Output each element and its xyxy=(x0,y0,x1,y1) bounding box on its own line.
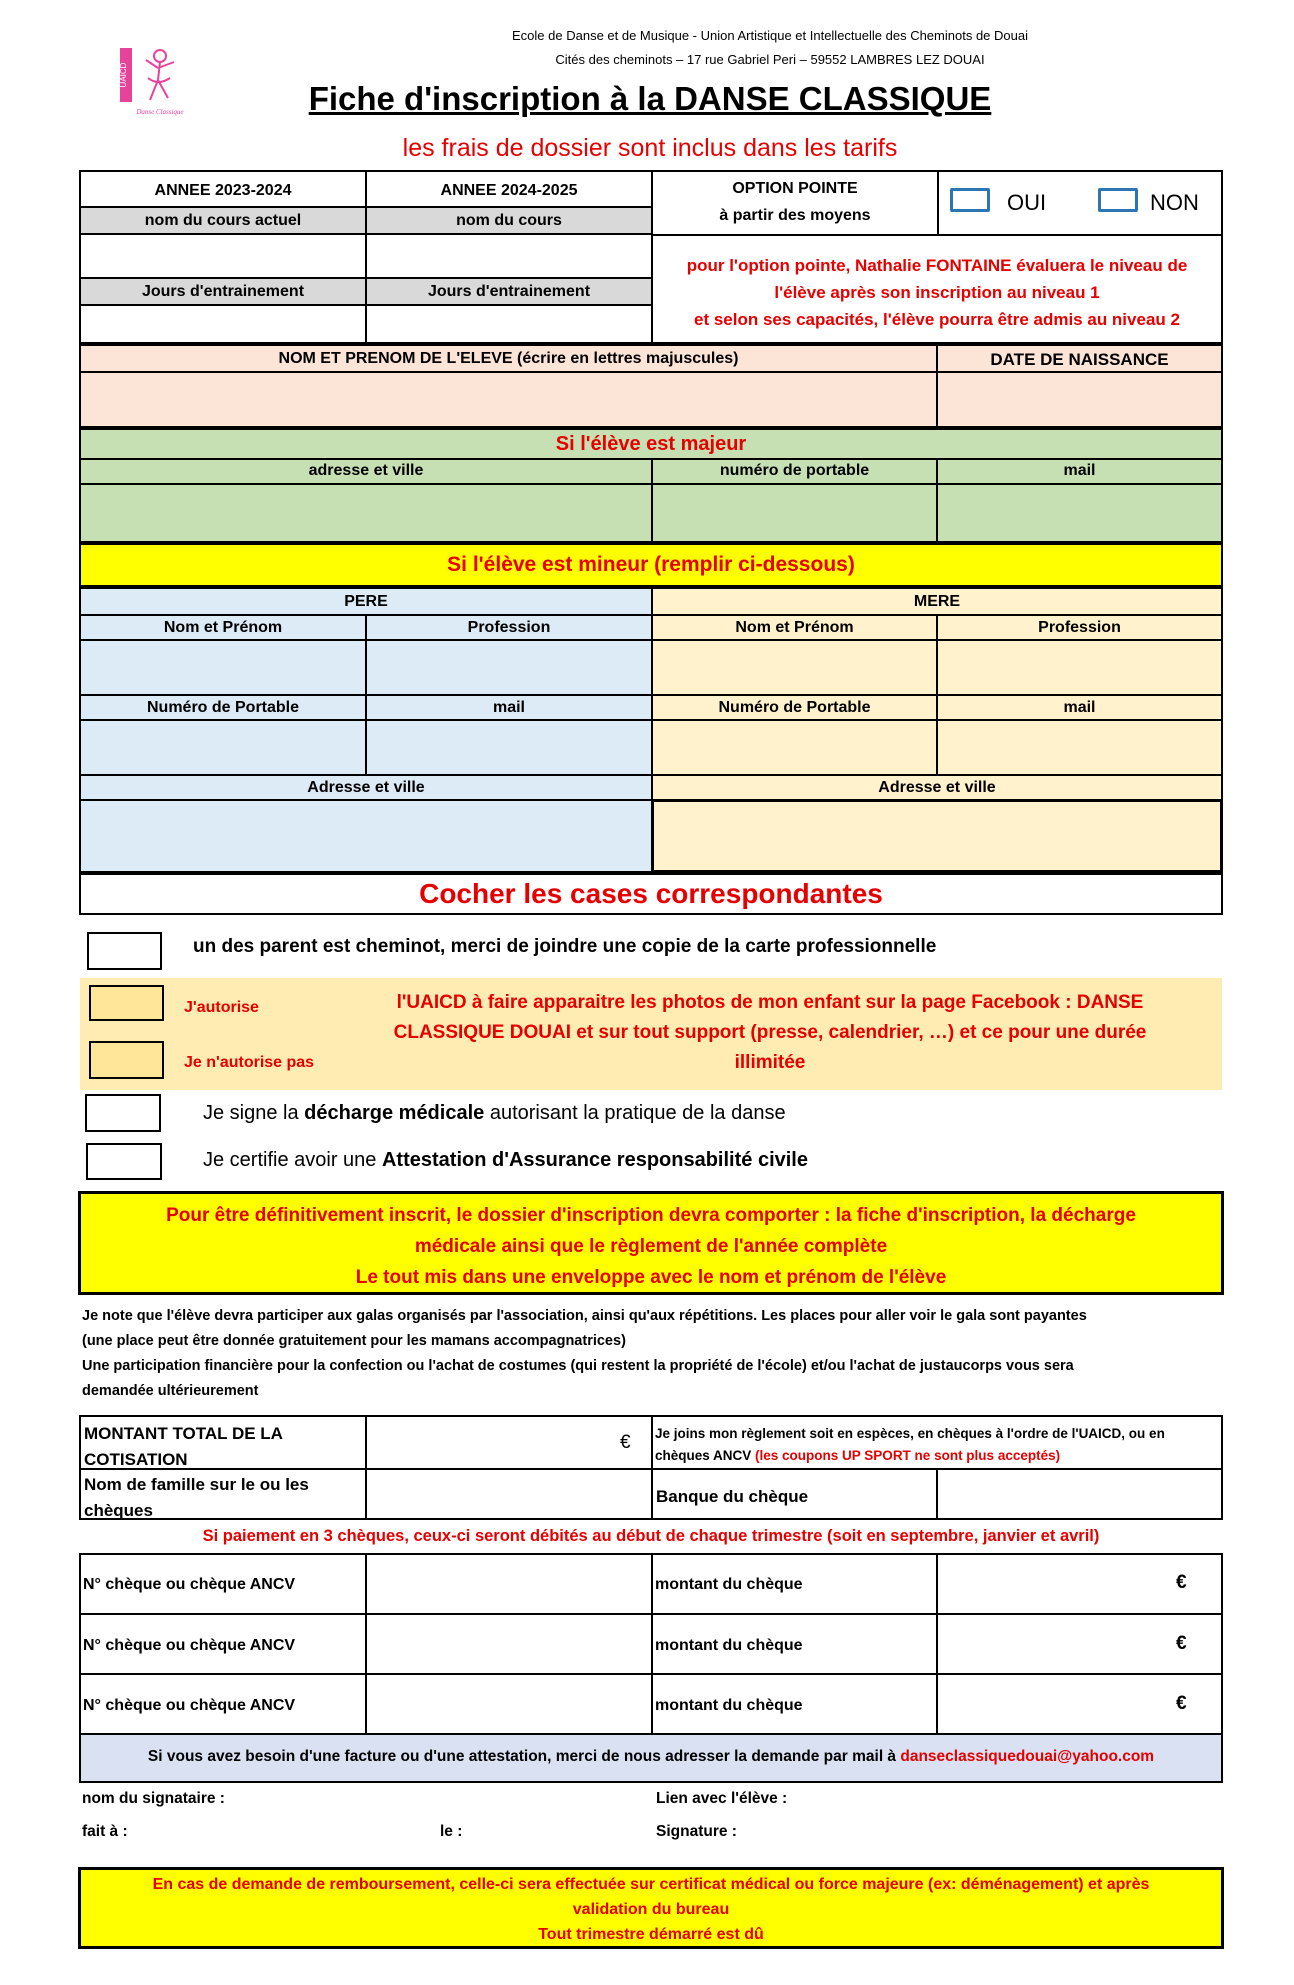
next-year-label: ANNEE 2024-2025 xyxy=(440,182,578,199)
option-pointe-subtitle: à partir des moyens xyxy=(719,207,871,224)
adult-phone-label: numéro de portable xyxy=(719,462,870,479)
photo-consent-text: l'UAICD à faire apparaitre les photos de mon enfant sur la page Facebook : DANSE CLASSIQUE DOUAI et sur tout support (presse, calendrier, …) et ce pour une durée illimitée xyxy=(393,992,1147,1073)
logo-dancer-icon xyxy=(112,40,192,120)
medical-label: Je signe la décharge médicale autorisant la pratique de la danse xyxy=(203,1102,786,1124)
not-authorize-label: Je n'autorise pas xyxy=(184,1054,315,1071)
option-oui-checkbox[interactable] xyxy=(950,188,990,212)
adult-phone-field[interactable] xyxy=(652,484,937,542)
page-subtitle: les frais de dossier sont inclus dans les tarifs xyxy=(402,134,898,162)
relation-label: Lien avec l'élève : xyxy=(656,1790,788,1807)
option-non-checkbox[interactable] xyxy=(1098,188,1138,212)
mother-name-label: Nom et Prénom xyxy=(735,619,854,636)
bank-field[interactable] xyxy=(937,1469,1222,1519)
cheque-2-euro-sign: € xyxy=(1176,1633,1187,1654)
cheque-1-number-field[interactable] xyxy=(366,1554,652,1614)
svg-text:Danse Classique: Danse Classique xyxy=(136,108,184,116)
authorize-label: J'autorise xyxy=(184,999,259,1016)
current-year-label: ANNEE 2023-2024 xyxy=(154,182,292,199)
cheque-3-amount-label: montant du chèque xyxy=(655,1697,803,1714)
student-name-field[interactable] xyxy=(80,372,937,427)
mother-label: MERE xyxy=(913,593,961,610)
current-training-days-label: Jours d'entrainement xyxy=(141,283,305,300)
invoice-text: Si vous avez besoin d'une facture ou d'une attestation, merci de nous adresser la demande par mail à danseclassiquedouai@yahoo.com xyxy=(147,1748,1155,1765)
medical-checkbox[interactable] xyxy=(85,1094,161,1132)
page-title: Fiche d'inscription à la DANSE CLASSIQUE xyxy=(308,80,992,117)
svg-text:UAICD: UAICD xyxy=(119,62,128,88)
adult-mail-field[interactable] xyxy=(937,484,1222,542)
cheminot-checkbox[interactable] xyxy=(87,932,162,970)
cheque-3-number-field[interactable] xyxy=(366,1674,652,1734)
signature-label: Signature : xyxy=(656,1823,737,1840)
father-profession-field[interactable] xyxy=(366,640,652,695)
mother-address-label: Adresse et ville xyxy=(878,779,996,796)
cheque-1-euro-sign: € xyxy=(1176,1572,1187,1593)
cheminot-label: un des parent est cheminot, merci de joindre une copie de la carte professionnelle xyxy=(193,936,937,957)
option-non-label: NON xyxy=(1150,190,1199,215)
option-oui-label: OUI xyxy=(1007,190,1047,215)
next-training-days-label: Jours d'entrainement xyxy=(427,283,591,300)
cheque-2-number-field[interactable] xyxy=(366,1614,652,1674)
current-course-label: nom du cours actuel xyxy=(144,212,302,229)
birth-date-field[interactable] xyxy=(937,372,1222,427)
father-name-label: Nom et Prénom xyxy=(163,619,283,636)
next-course-label: nom du cours xyxy=(456,212,562,229)
current-training-days-field[interactable] xyxy=(80,305,366,343)
signer-label: nom du signataire : xyxy=(82,1790,225,1807)
mother-mail-field[interactable] xyxy=(937,720,1222,775)
next-training-days-field[interactable] xyxy=(366,305,652,343)
org-line-2: Cités des cheminots – 17 rue Gabriel Peri – 59552 LAMBRES LEZ DOUAI xyxy=(555,52,985,67)
adult-title: Si l'élève est majeur xyxy=(555,433,747,455)
mother-phone-label: Numéro de Portable xyxy=(718,699,871,716)
father-mail-label: mail xyxy=(492,699,525,716)
next-course-field[interactable] xyxy=(366,234,652,278)
current-course-field[interactable] xyxy=(80,234,366,278)
father-mail-field[interactable] xyxy=(366,720,652,775)
family-name-field[interactable] xyxy=(366,1469,652,1519)
father-address-label: Adresse et ville xyxy=(307,779,425,796)
mother-address-field[interactable] xyxy=(652,800,1222,872)
authorize-checkbox[interactable] xyxy=(89,985,164,1021)
adult-address-field[interactable] xyxy=(80,484,652,542)
cheque-2-label: N° chèque ou chèque ANCV xyxy=(83,1637,296,1654)
family-name-label: Nom de famille sur le ou les chèques xyxy=(84,1475,309,1520)
insurance-checkbox[interactable] xyxy=(86,1143,162,1180)
adult-address-label: adresse et ville xyxy=(308,462,424,479)
father-profession-label: Profession xyxy=(467,619,551,636)
checks-title: Cocher les cases correspondantes xyxy=(419,878,883,909)
father-phone-field[interactable] xyxy=(80,720,366,775)
not-authorize-checkbox[interactable] xyxy=(89,1041,164,1079)
notice-text: Pour être définitivement inscrit, le dossier d'inscription devra comporter : la fiche d'inscription, la décharge médicale ainsi que le règlement de l'année complète Le tout mis dans une enveloppe avec le nom et prénom de l'élève xyxy=(166,1205,1136,1288)
place-label: fait à : xyxy=(82,1823,128,1840)
gala-text: Je note que l'élève devra participer aux galas organisés par l'association, ainsi qu'aux répétitions. Les places pour aller voir le gala sont payantes (une place peut être donnée gratuitement pour les mamans accompagnatrices) Une participation financière pour la confection ou l'achat de costumes (qui restent la propriété de l'école) et/ou l'achat de justaucorps vous sera demandée ultérieurement xyxy=(82,1308,1087,1399)
mother-profession-label: Profession xyxy=(1038,619,1121,636)
option-pointe-note: pour l'option pointe, Nathalie FONTAINE évaluera le niveau de l'élève après son inscription au niveau 1 et selon ses capacités, l'élève pourra être admis au niveau 2 xyxy=(686,256,1188,329)
mother-phone-field[interactable] xyxy=(652,720,937,775)
student-name-label: NOM ET PRENOM DE L'ELEVE (écrire en lettres majuscules) xyxy=(278,350,739,367)
cheque-1-amount-label: montant du chèque xyxy=(655,1576,803,1593)
total-field[interactable] xyxy=(366,1416,652,1469)
mother-mail-label: mail xyxy=(1063,699,1096,716)
father-name-field[interactable] xyxy=(80,640,366,695)
cheque-2-amount-label: montant du chèque xyxy=(655,1637,803,1654)
minor-title: Si l'élève est mineur (remplir ci-dessous) xyxy=(447,553,855,576)
cheque-1-label: N° chèque ou chèque ANCV xyxy=(83,1576,296,1593)
invoice-mail-link[interactable]: danseclassiquedouai@yahoo.com xyxy=(900,1748,1155,1765)
logo xyxy=(112,40,192,120)
cheque-3-label: N° chèque ou chèque ANCV xyxy=(83,1697,296,1714)
mother-name-field[interactable] xyxy=(652,640,937,695)
father-address-field[interactable] xyxy=(80,800,652,872)
refund-text: En cas de demande de remboursement, celle-ci sera effectuée sur certificat médical ou force majeure (ex: déménagement) et après validation du bureau Tout trimestre démarré est dû xyxy=(152,1876,1150,1943)
mother-profession-field[interactable] xyxy=(937,640,1222,695)
date-label: le : xyxy=(440,1823,463,1840)
cheque-3-euro-sign: € xyxy=(1176,1693,1187,1714)
adult-mail-label: mail xyxy=(1063,462,1096,479)
father-phone-label: Numéro de Portable xyxy=(146,699,300,716)
father-label: PERE xyxy=(344,593,388,610)
org-line-1: Ecole de Danse et de Musique - Union Artistique et Intellectuelle des Cheminots de Douai xyxy=(512,28,1028,43)
payment-method-text: Je joins mon règlement soit en espèces, en chèques à l'ordre de l'UAICD, ou en chèques ANCV (les coupons UP SPORT ne sont plus acceptés) xyxy=(655,1426,1165,1463)
three-cheques-note: Si paiement en 3 chèques, ceux-ci seront débités au début de chaque trimestre (soit en septembre, janvier et avril) xyxy=(202,1527,1100,1545)
total-label: MONTANT TOTAL DE LA COTISATION xyxy=(84,1424,283,1469)
total-euro-sign: € xyxy=(620,1432,631,1453)
insurance-label: Je certifie avoir une Attestation d'Assurance responsabilité civile xyxy=(203,1149,808,1171)
bank-label: Banque du chèque xyxy=(656,1487,809,1506)
option-pointe-title: OPTION POINTE xyxy=(732,180,858,197)
birth-date-label: DATE DE NAISSANCE xyxy=(990,350,1169,369)
